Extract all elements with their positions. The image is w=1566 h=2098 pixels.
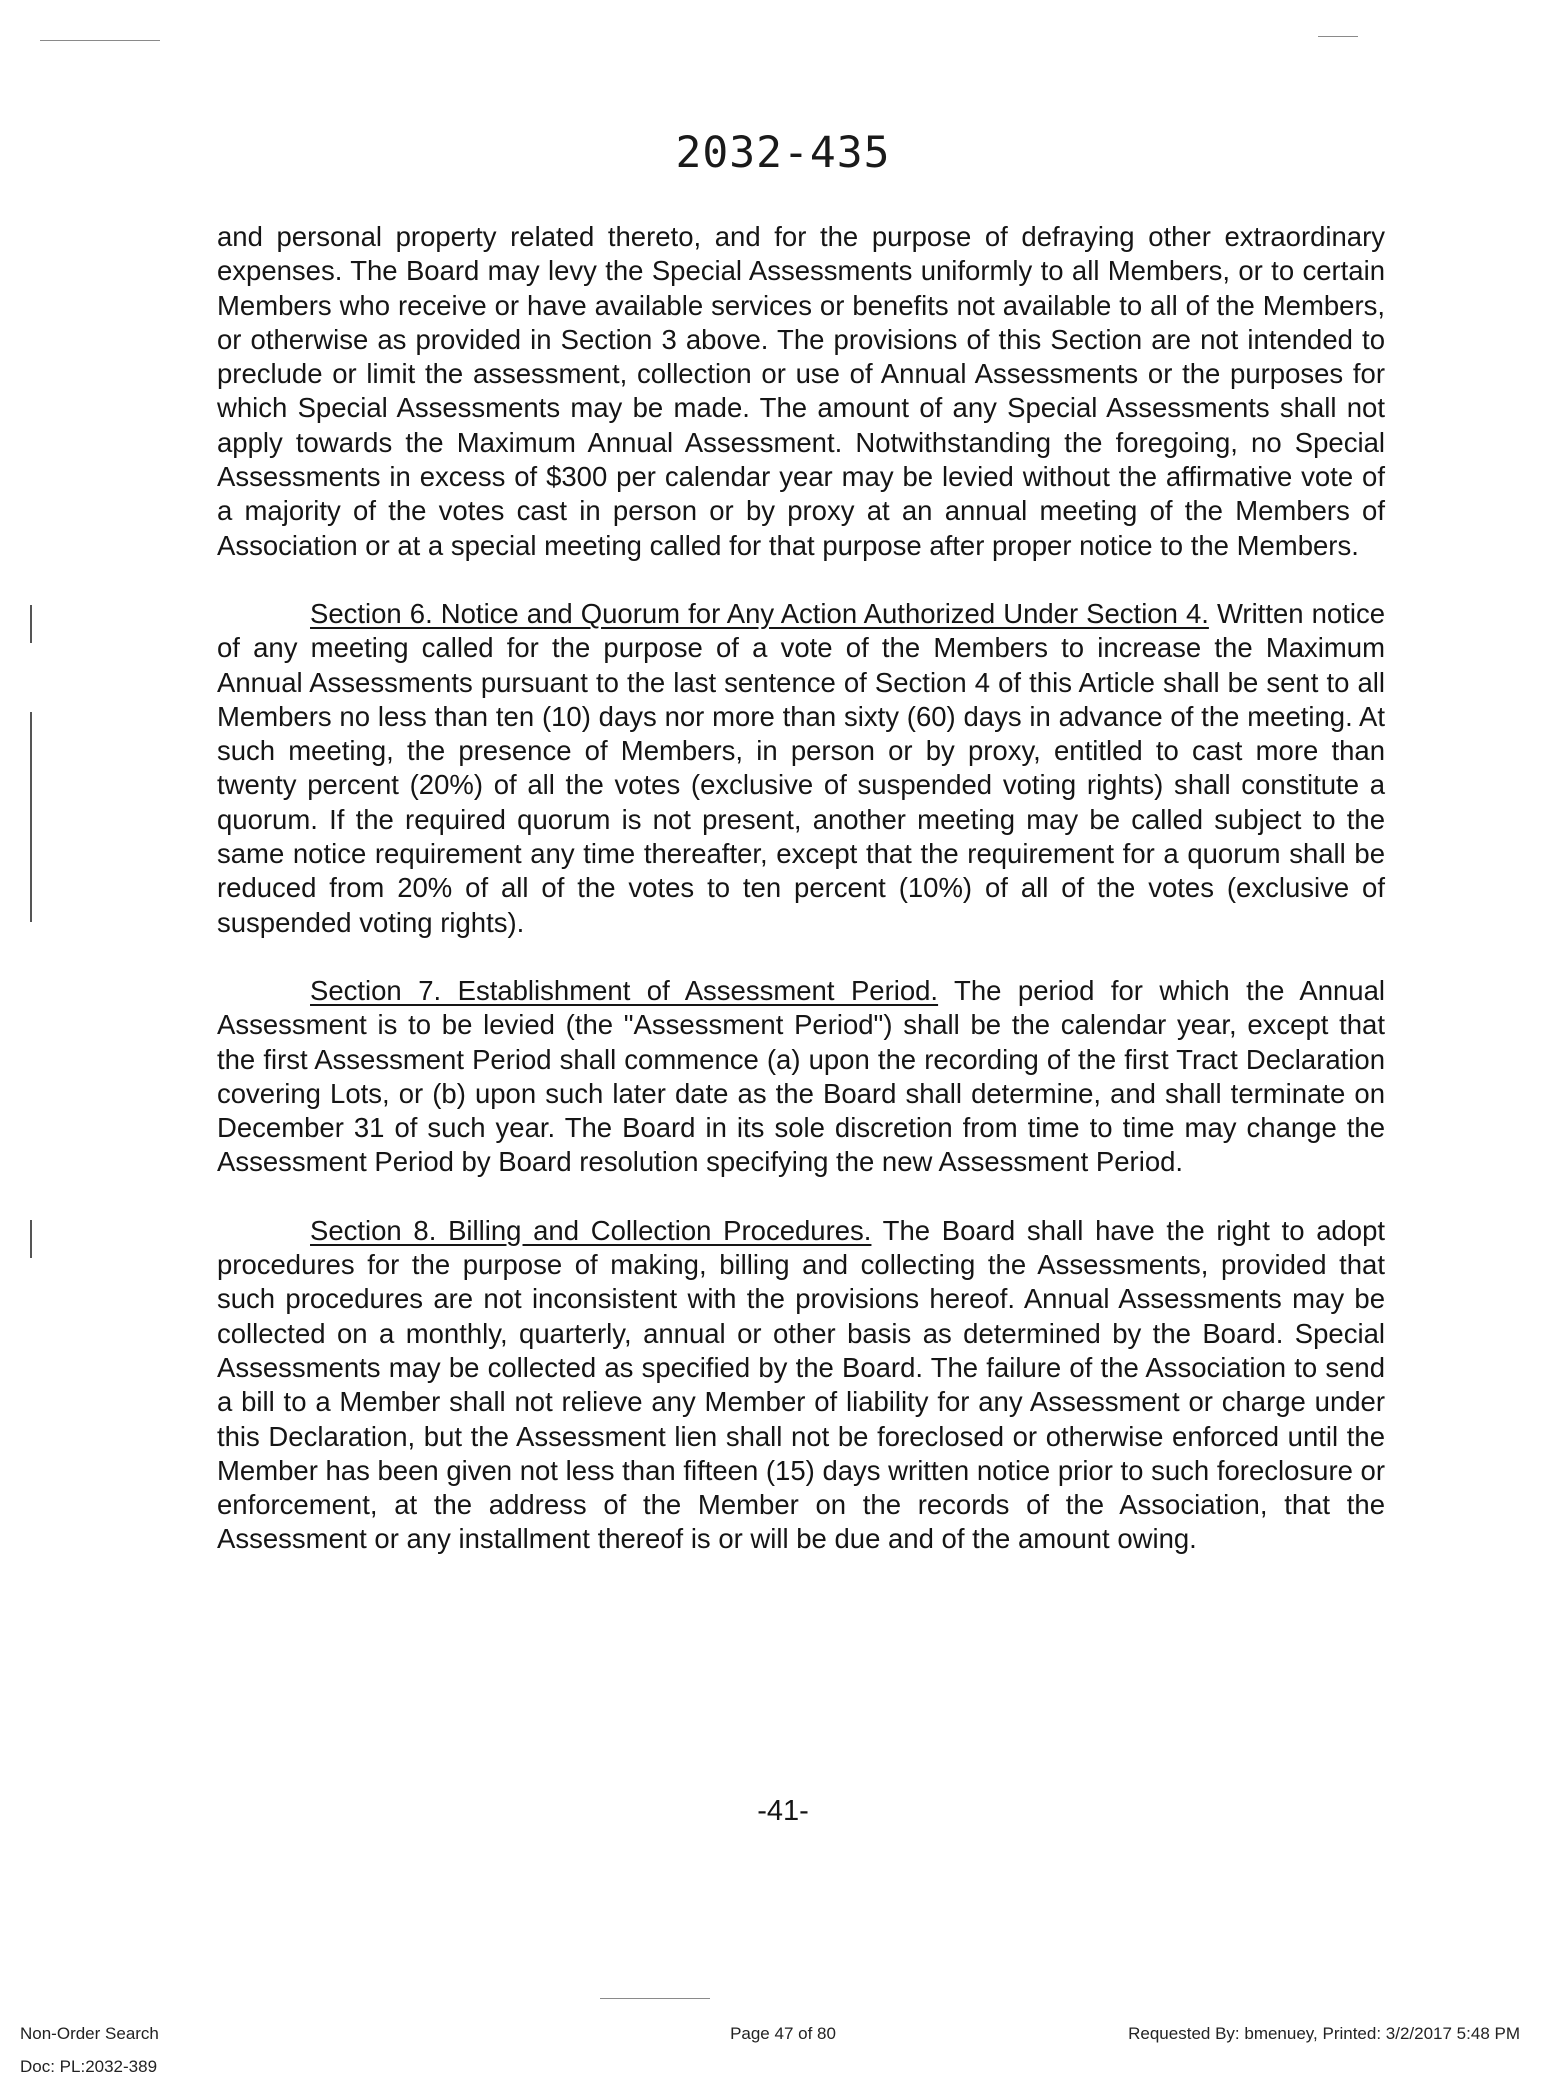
paragraph-section-7 bbox=[217, 974, 1385, 1180]
section-7-heading: Section 7. Establishment of Assessment Period. bbox=[310, 974, 939, 1006]
scan-margin-mark bbox=[30, 712, 32, 922]
document-body bbox=[217, 220, 1385, 1591]
footer-doc-id: Doc: PL:2032-389 bbox=[20, 2057, 158, 2076]
section-7-text: The period for which the Annual Assessment is to be levied (the "Assessment Period") shall be the calendar year, except that the first Assessment Period shall commence (a) upon the recording of the first Tract Declaration covering Lots, or (b) upon such later date as the Board shall determine, and shall terminate on December 31 of such year. The Board in its sole discretion from time to time may change the Assessment Period by Board resolution specifying the new Assessment Period. bbox=[217, 974, 1385, 1178]
paragraph-text: and personal property related thereto, and for the purpose of defraying other extraordinary expenses. The Board may levy the Special Assessments uniformly to all Members, or to certain Members who receive or have available services or benefits not available to all of the Members, or otherwise as provided in Section 3 above. The provisions of this Section are not intended to preclude or limit the assessment, collection or use of Annual Assessments or the purposes for which Special Assessments may be made. The amount of any Special Assessments shall not apply towards the Maximum Annual Assessment. Notwithstanding the foregoing, no Special Assessments in excess of $300 per calendar year may be levied without the affirmative vote of a majority of the votes cast in person or by proxy at an annual meeting of the Members of Association or at a special meeting called for that purpose after proper notice to the Members. bbox=[217, 221, 1385, 561]
paragraph-section-8 bbox=[217, 1214, 1385, 1557]
section-6-heading: Section 6. Notice and Quorum for Any Action Authorized Under Section 4. bbox=[310, 597, 1209, 629]
document-number: 2032-435 bbox=[675, 128, 891, 178]
paragraph-special-assessments bbox=[217, 220, 1385, 563]
section-8-text: The Board shall have the right to adopt procedures for the purpose of making, billing and collecting the Assessments, provided that such procedures are not inconsistent with the provisions hereof. Annual Assessments may be collected on a monthly, quarterly, annual or other basis as determined by the Board. Special Assessments may be collected as specified by the Board. The failure of the Association to send a bill to a Member shall not relieve any Member of liability for any Assessment or charge under this Declaration, but the Assessment lien shall not be foreclosed or otherwise enforced until the Member has been given not less than fifteen (15) days written notice prior to such foreclosure or enforcement, at the address of the Member on the records of the Association, that the Assessment or any installment thereof is or will be due and of the amount owing. bbox=[217, 1214, 1386, 1555]
section-6-text: Written notice of any meeting called for the purpose of a vote of the Members to increase the Maximum Annual Assessments pursuant to the last sentence of Section 4 of this Article shall be sent to all Members no less than ten (10) days nor more than sixty (60) days in advance of the meeting. At such meeting, the presence of Members, in person or by proxy, entitled to cast more than twenty percent (20%) of all the votes (exclusive of suspended voting rights) shall constitute a quorum. If the required quorum is not present, another meeting may be called subject to the same notice requirement any time thereafter, except that the requirement for a quorum shall be reduced from 20% of all of the votes to ten percent (10%) of all of the votes (exclusive of suspended voting rights). bbox=[217, 597, 1385, 938]
scan-margin-mark bbox=[30, 605, 32, 643]
scan-speck bbox=[600, 1998, 710, 1999]
scan-speck bbox=[40, 40, 160, 41]
scan-margin-mark bbox=[30, 1220, 32, 1258]
footer-page-count: Page 47 of 80 bbox=[730, 2024, 836, 2043]
paragraph-section-6 bbox=[217, 597, 1385, 940]
footer-search-type: Non-Order Search bbox=[20, 2024, 159, 2043]
scan-speck bbox=[1318, 36, 1358, 37]
footer-requested-by: Requested By: bmenuey, Printed: 3/2/2017 5:48 PM bbox=[1128, 2024, 1520, 2043]
section-8-heading: Section 8. Billing and Collection Procedures. bbox=[310, 1214, 872, 1246]
page-number: -41- bbox=[757, 1795, 809, 1827]
